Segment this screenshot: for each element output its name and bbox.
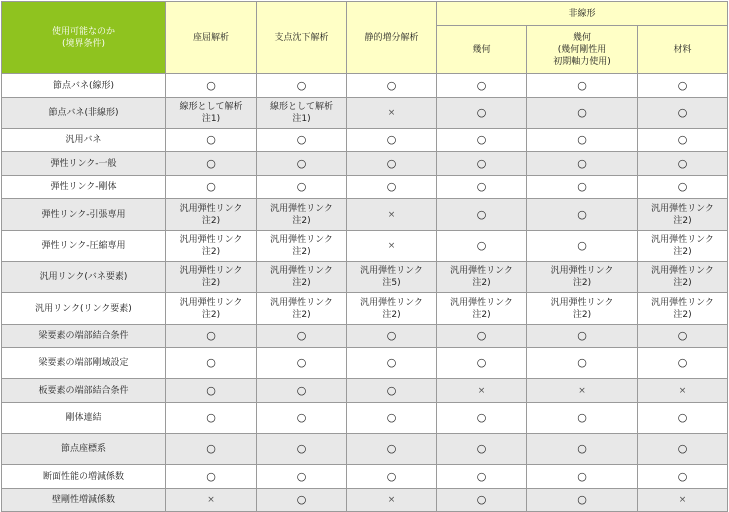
- cell-buckling: [166, 379, 257, 403]
- cell-geometric: [437, 379, 527, 403]
- cell-note: 注5): [382, 278, 401, 288]
- cell-material: [638, 465, 728, 489]
- cell-geometric-axial: [527, 74, 638, 98]
- cell-geometric: [437, 231, 527, 262]
- cell-note: 汎用弾性リンク: [360, 297, 423, 308]
- cell-material: [638, 348, 728, 379]
- available-mark: ○: [677, 411, 688, 424]
- cell-incremental: [347, 98, 437, 129]
- available-mark: ○: [476, 442, 487, 455]
- cell-incremental: [347, 293, 437, 325]
- available-mark: ○: [677, 356, 688, 369]
- available-mark: ○: [206, 133, 216, 146]
- cell-incremental: [347, 434, 437, 465]
- available-mark: ○: [677, 329, 688, 342]
- cell-settlement: [257, 293, 347, 325]
- unavailable-mark: ×: [678, 385, 687, 396]
- cell-geometric: [437, 152, 527, 176]
- cell-geometric: [437, 325, 527, 348]
- cell-geometric-axial: [527, 325, 638, 348]
- available-mark: ○: [386, 469, 397, 483]
- table-row: [2, 129, 728, 152]
- cell-geometric: [437, 434, 527, 465]
- available-mark: ○: [206, 356, 216, 369]
- cell-buckling: [166, 231, 257, 262]
- cell-geometric: [437, 465, 527, 489]
- corner-header-line2: (境界条件): [61, 38, 106, 49]
- cell-buckling: [166, 199, 257, 231]
- unavailable-mark: ×: [678, 495, 687, 505]
- cell-material: [638, 403, 728, 434]
- table-row: [2, 176, 728, 199]
- available-mark: ○: [206, 469, 216, 483]
- cell-note: 汎用弾性リンク: [360, 266, 423, 276]
- unavailable-mark: ×: [387, 241, 396, 251]
- available-mark: ○: [677, 133, 688, 146]
- available-mark: ○: [577, 180, 587, 193]
- unavailable-mark: ×: [387, 209, 396, 220]
- cell-settlement: [257, 465, 347, 489]
- row-label: 汎用リンク(リンク要素): [2, 293, 166, 325]
- unavailable-mark: ×: [578, 385, 586, 396]
- cell-incremental: [347, 489, 437, 512]
- row-label: 節点バネ(非線形): [2, 98, 166, 129]
- cell-geometric-axial: [527, 379, 638, 403]
- col-header-geometric-axial-line3: 初期軸力使用): [553, 56, 611, 67]
- table-row: [2, 403, 728, 434]
- cell-incremental: [347, 262, 437, 293]
- available-mark: ○: [577, 329, 587, 342]
- available-mark: ○: [206, 442, 216, 455]
- cell-geometric-axial: [527, 465, 638, 489]
- available-mark: ○: [206, 180, 216, 193]
- available-mark: ○: [677, 156, 688, 170]
- cell-settlement: [257, 129, 347, 152]
- available-mark: ○: [577, 411, 587, 424]
- row-label: 梁要素の端部剛域設定: [2, 348, 166, 379]
- cell-note: 注2): [472, 309, 491, 320]
- cell-incremental: [347, 465, 437, 489]
- cell-note: 注2): [201, 215, 221, 226]
- cell-material: [638, 231, 728, 262]
- table-row: [2, 152, 728, 176]
- cell-settlement: [257, 434, 347, 465]
- cell-material: [638, 98, 728, 129]
- cell-settlement: [257, 74, 347, 98]
- cell-note: 線形として解析: [269, 102, 333, 112]
- available-mark: ○: [476, 239, 487, 252]
- cell-material: [638, 176, 728, 199]
- cell-note: 注1): [201, 114, 221, 124]
- cell-geometric: [437, 98, 527, 129]
- col-header-geometric-axial: [527, 26, 638, 74]
- cell-note: 汎用弾性リンク: [270, 235, 333, 245]
- available-mark: ○: [296, 133, 307, 146]
- available-mark: ○: [386, 180, 397, 193]
- cell-note: 注2): [572, 278, 592, 288]
- cell-note: 汎用弾性リンク: [270, 203, 333, 214]
- cell-note: 注2): [292, 309, 311, 320]
- available-mark: ○: [476, 469, 487, 483]
- available-mark: ○: [577, 356, 587, 369]
- cell-note: 汎用弾性リンク: [550, 297, 614, 308]
- cell-settlement: [257, 262, 347, 293]
- available-mark: ○: [577, 442, 587, 455]
- cell-buckling: [166, 434, 257, 465]
- unavailable-mark: ×: [387, 495, 396, 505]
- available-mark: ○: [296, 411, 307, 424]
- table-row: [2, 465, 728, 489]
- cell-material: [638, 152, 728, 176]
- available-mark: ○: [206, 78, 216, 92]
- cell-buckling: [166, 74, 257, 98]
- boundary-conditions-table: [1, 1, 728, 512]
- row-label: 弾性リンク-引張専用: [2, 199, 166, 231]
- available-mark: ○: [296, 329, 307, 342]
- table-row: [2, 293, 728, 325]
- table-row: [2, 231, 728, 262]
- cell-settlement: [257, 348, 347, 379]
- cell-geometric-axial: [527, 434, 638, 465]
- cell-incremental: [347, 199, 437, 231]
- cell-incremental: [347, 231, 437, 262]
- available-mark: ○: [206, 156, 216, 170]
- cell-settlement: [257, 231, 347, 262]
- col-header-material: 材料: [638, 26, 728, 74]
- cell-incremental: [347, 325, 437, 348]
- cell-note: 汎用弾性リンク: [651, 266, 714, 276]
- cell-buckling: [166, 465, 257, 489]
- available-mark: ○: [206, 411, 216, 424]
- cell-note: 注2): [201, 278, 221, 288]
- cell-incremental: [347, 152, 437, 176]
- row-label: 壁剛性増減係数: [2, 489, 166, 512]
- cell-incremental: [347, 348, 437, 379]
- col-header-nonlinear: 非線形: [437, 2, 728, 26]
- cell-note: 注2): [201, 247, 221, 257]
- cell-note: 汎用弾性リンク: [270, 266, 333, 276]
- cell-note: 注2): [201, 309, 221, 320]
- available-mark: ○: [577, 469, 587, 483]
- cell-settlement: [257, 152, 347, 176]
- unavailable-mark: ×: [387, 108, 396, 118]
- table-row: [2, 74, 728, 98]
- cell-geometric-axial: [527, 348, 638, 379]
- cell-note: 汎用弾性リンク: [179, 203, 243, 214]
- row-label: 断面性能の増減係数: [2, 465, 166, 489]
- cell-geometric-axial: [527, 403, 638, 434]
- cell-note: 注2): [382, 309, 401, 320]
- cell-material: [638, 199, 728, 231]
- cell-material: [638, 262, 728, 293]
- available-mark: ○: [476, 356, 487, 369]
- cell-buckling: [166, 348, 257, 379]
- cell-incremental: [347, 403, 437, 434]
- cell-material: [638, 379, 728, 403]
- available-mark: ○: [476, 180, 487, 193]
- cell-buckling: [166, 262, 257, 293]
- cell-note: 汎用弾性リンク: [270, 297, 333, 308]
- table-row: [2, 199, 728, 231]
- available-mark: ○: [386, 411, 397, 424]
- available-mark: ○: [577, 239, 587, 252]
- cell-geometric-axial: [527, 199, 638, 231]
- cell-note: 汎用弾性リンク: [179, 297, 243, 308]
- cell-material: [638, 74, 728, 98]
- cell-material: [638, 325, 728, 348]
- table-row: [2, 348, 728, 379]
- cell-settlement: [257, 379, 347, 403]
- available-mark: ○: [476, 78, 487, 92]
- cell-note: 注2): [673, 247, 692, 257]
- available-mark: ○: [386, 78, 397, 92]
- cell-note: 汎用弾性リンク: [651, 297, 714, 308]
- available-mark: ○: [206, 329, 216, 342]
- available-mark: ○: [296, 180, 307, 193]
- available-mark: ○: [476, 156, 487, 170]
- available-mark: ○: [677, 469, 688, 483]
- available-mark: ○: [677, 442, 688, 455]
- corner-header-line1: 使用可能なのか: [51, 26, 115, 37]
- table-row: [2, 325, 728, 348]
- row-label: 剛体連結: [2, 403, 166, 434]
- available-mark: ○: [296, 356, 307, 369]
- row-label: 板要素の端部結合条件: [2, 379, 166, 403]
- available-mark: ○: [206, 383, 216, 397]
- table-row: [2, 262, 728, 293]
- available-mark: ○: [577, 156, 587, 170]
- cell-buckling: [166, 293, 257, 325]
- cell-note: 注2): [292, 247, 311, 257]
- corner-header: [2, 2, 166, 74]
- available-mark: ○: [386, 383, 397, 397]
- col-header-settlement: 支点沈下解析: [257, 2, 347, 74]
- cell-geometric: [437, 403, 527, 434]
- cell-note: 注2): [572, 309, 592, 320]
- cell-geometric-axial: [527, 98, 638, 129]
- cell-geometric: [437, 262, 527, 293]
- available-mark: ○: [476, 411, 487, 424]
- available-mark: ○: [577, 493, 587, 506]
- cell-settlement: [257, 199, 347, 231]
- available-mark: ○: [476, 493, 487, 506]
- cell-settlement: [257, 403, 347, 434]
- cell-note: 注1): [292, 114, 311, 124]
- cell-settlement: [257, 489, 347, 512]
- cell-geometric: [437, 293, 527, 325]
- cell-material: [638, 434, 728, 465]
- available-mark: ○: [296, 442, 307, 455]
- row-label: 梁要素の端部結合条件: [2, 325, 166, 348]
- cell-note: 汎用弾性リンク: [651, 203, 714, 214]
- available-mark: ○: [296, 383, 307, 397]
- available-mark: ○: [577, 133, 587, 146]
- cell-buckling: [166, 403, 257, 434]
- available-mark: ○: [677, 106, 688, 119]
- available-mark: ○: [386, 329, 397, 342]
- cell-settlement: [257, 176, 347, 199]
- available-mark: ○: [476, 207, 487, 221]
- cell-note: 線形として解析: [179, 102, 243, 112]
- cell-geometric: [437, 489, 527, 512]
- cell-buckling: [166, 152, 257, 176]
- cell-note: 注2): [292, 215, 311, 226]
- available-mark: ○: [476, 106, 487, 119]
- cell-incremental: [347, 176, 437, 199]
- cell-material: [638, 129, 728, 152]
- cell-material: [638, 293, 728, 325]
- table-row: [2, 379, 728, 403]
- available-mark: ○: [386, 133, 397, 146]
- cell-incremental: [347, 379, 437, 403]
- col-header-buckling: 座屈解析: [166, 2, 257, 74]
- cell-note: 汎用弾性リンク: [179, 266, 243, 276]
- cell-geometric: [437, 176, 527, 199]
- cell-settlement: [257, 98, 347, 129]
- available-mark: ○: [677, 180, 688, 193]
- cell-geometric: [437, 199, 527, 231]
- available-mark: ○: [296, 78, 307, 92]
- cell-note: 汎用弾性リンク: [450, 297, 513, 308]
- available-mark: ○: [476, 329, 487, 342]
- cell-geometric: [437, 348, 527, 379]
- col-header-geometric-axial-line2: (幾何剛性用: [557, 44, 607, 55]
- cell-geometric: [437, 74, 527, 98]
- col-header-incremental: 静的増分解析: [347, 2, 437, 74]
- cell-geometric-axial: [527, 152, 638, 176]
- table-body: [2, 74, 728, 512]
- table-row: [2, 489, 728, 512]
- cell-incremental: [347, 74, 437, 98]
- available-mark: ○: [386, 442, 397, 455]
- available-mark: ○: [296, 156, 307, 170]
- available-mark: ○: [386, 356, 397, 369]
- unavailable-mark: ×: [207, 495, 215, 505]
- row-label: 汎用リンク(バネ要素): [2, 262, 166, 293]
- cell-buckling: [166, 325, 257, 348]
- cell-geometric-axial: [527, 176, 638, 199]
- cell-note: 注2): [472, 278, 491, 288]
- available-mark: ○: [386, 156, 397, 170]
- cell-geometric-axial: [527, 129, 638, 152]
- cell-note: 注2): [673, 309, 692, 320]
- available-mark: ○: [296, 493, 307, 506]
- cell-buckling: [166, 98, 257, 129]
- cell-note: 汎用弾性リンク: [179, 235, 243, 245]
- row-label: 弾性リンク-剛体: [2, 176, 166, 199]
- cell-note: 汎用弾性リンク: [450, 266, 513, 276]
- available-mark: ○: [296, 469, 307, 483]
- cell-material: [638, 489, 728, 512]
- table-row: [2, 98, 728, 129]
- row-label: 弾性リンク-圧縮専用: [2, 231, 166, 262]
- cell-buckling: [166, 176, 257, 199]
- row-label: 弾性リンク-一般: [2, 152, 166, 176]
- row-label: 汎用バネ: [2, 129, 166, 152]
- col-header-geometric-axial-line1: 幾何: [572, 32, 591, 43]
- row-label: 節点バネ(線形): [2, 74, 166, 98]
- cell-note: 注2): [673, 215, 692, 226]
- cell-geometric-axial: [527, 293, 638, 325]
- cell-settlement: [257, 325, 347, 348]
- col-header-geometric: 幾何: [437, 26, 527, 74]
- row-label: 節点座標系: [2, 434, 166, 465]
- available-mark: ○: [577, 207, 587, 221]
- cell-buckling: [166, 129, 257, 152]
- cell-note: 注2): [292, 278, 311, 288]
- cell-incremental: [347, 129, 437, 152]
- table-row: [2, 434, 728, 465]
- cell-note: 汎用弾性リンク: [651, 235, 714, 245]
- cell-geometric-axial: [527, 489, 638, 512]
- available-mark: ○: [476, 133, 487, 146]
- cell-geometric: [437, 129, 527, 152]
- cell-geometric-axial: [527, 262, 638, 293]
- cell-buckling: [166, 489, 257, 512]
- unavailable-mark: ×: [477, 385, 486, 396]
- available-mark: ○: [577, 78, 587, 92]
- cell-note: 汎用弾性リンク: [550, 266, 614, 276]
- available-mark: ○: [577, 106, 587, 119]
- cell-geometric-axial: [527, 231, 638, 262]
- cell-note: 注2): [673, 278, 692, 288]
- available-mark: ○: [677, 78, 688, 92]
